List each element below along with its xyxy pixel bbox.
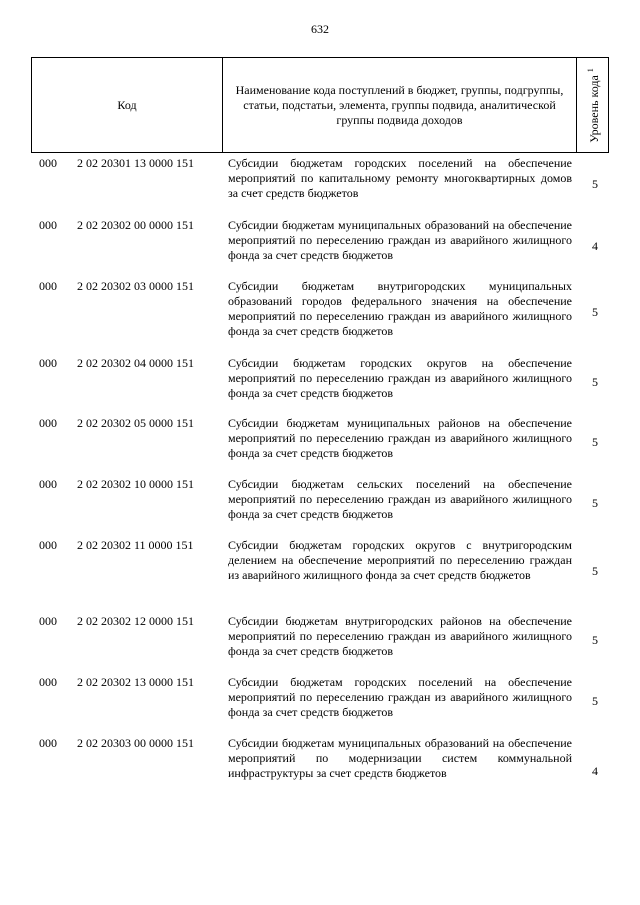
code-description: Субсидии бюджетам внутригородских муниципальных образований городов федерального значения на обеспечение мероприятий по переселению граждан из аварийного жилищного фонда за счет средств бюджетов xyxy=(228,279,572,338)
code-description: Субсидии бюджетам городских поселений на обеспечение мероприятий по капитальному ремонту многоквартирных домов за счет средств бюджетов xyxy=(228,156,572,200)
code-description: Субсидии бюджетам муниципальных районов на обеспечение мероприятий по переселению граждан из аварийного жилищного фонда за счет средств бюджетов xyxy=(228,416,572,460)
admin-code: 000 xyxy=(39,416,57,430)
admin-code: 000 xyxy=(39,279,57,293)
budget-code: 2 02 20302 12 0000 151 xyxy=(77,614,194,628)
admin-code: 000 xyxy=(39,614,57,628)
budget-code: 2 02 20302 11 0000 151 xyxy=(77,538,194,552)
table-row xyxy=(31,218,608,278)
code-level: 4 xyxy=(592,764,598,778)
code-description: Субсидии бюджетам муниципальных образований на обеспечение мероприятий по модернизации систем коммунальной инфраструктуры за счет средств бюджетов xyxy=(228,736,572,780)
table-row xyxy=(31,538,608,613)
budget-code: 2 02 20301 13 0000 151 xyxy=(77,156,194,170)
code-description: Субсидии бюджетам внутригородских районов на обеспечение мероприятий по переселению граждан из аварийного жилищного фонда за счет средств бюджетов xyxy=(228,614,572,658)
budget-code: 2 02 20302 04 0000 151 xyxy=(77,356,194,370)
code-description: Субсидии бюджетам муниципальных образований на обеспечение мероприятий по переселению граждан из аварийного жилищного фонда за счет средств бюджетов xyxy=(228,218,572,262)
table-row xyxy=(31,477,608,537)
table-row xyxy=(31,279,608,354)
budget-code: 2 02 20303 00 0000 151 xyxy=(77,736,194,750)
table-row xyxy=(31,156,608,216)
budget-code: 2 02 20302 00 0000 151 xyxy=(77,218,194,232)
code-level: 5 xyxy=(592,435,598,449)
table-row xyxy=(31,356,608,416)
code-level: 4 xyxy=(592,239,598,253)
code-level: 5 xyxy=(592,694,598,708)
admin-code: 000 xyxy=(39,675,57,689)
code-description: Субсидии бюджетам сельских поселений на обеспечение мероприятий по переселению граждан из аварийного жилищного фонда за счет средств бюджетов xyxy=(228,477,572,521)
code-description: Субсидии бюджетам городских округов на обеспечение мероприятий по переселению граждан из аварийного жилищного фонда за счет средств бюджетов xyxy=(228,356,572,400)
code-level: 5 xyxy=(592,305,598,319)
admin-code: 000 xyxy=(39,736,57,750)
header-code: Код xyxy=(32,58,223,152)
code-level: 5 xyxy=(592,375,598,389)
code-level: 5 xyxy=(592,177,598,191)
page-number: 632 xyxy=(311,22,329,36)
budget-code: 2 02 20302 05 0000 151 xyxy=(77,416,194,430)
admin-code: 000 xyxy=(39,356,57,370)
table-row xyxy=(31,736,608,811)
code-level: 5 xyxy=(592,564,598,578)
budget-code: 2 02 20302 10 0000 151 xyxy=(77,477,194,491)
admin-code: 000 xyxy=(39,156,57,170)
admin-code: 000 xyxy=(39,477,57,491)
admin-code: 000 xyxy=(39,538,57,552)
table-row xyxy=(31,675,608,735)
code-description: Субсидии бюджетам городских округов с внутригородским делением на обеспечение мероприятий по переселению граждан из аварийного жилищного фонда за счет средств бюджетов xyxy=(228,538,572,582)
header-name: Наименование кода поступлений в бюджет, группы, подгруппы, статьи, подстатьи, элемента, группы подвида, аналитической группы подвида доходов xyxy=(223,58,577,152)
code-description: Субсидии бюджетам городских поселений на обеспечение мероприятий по переселению граждан из аварийного жилищного фонда за счет средств бюджетов xyxy=(228,675,572,719)
budget-code: 2 02 20302 03 0000 151 xyxy=(77,279,194,293)
header-level-footnote: 1 xyxy=(586,67,596,72)
code-level: 5 xyxy=(592,496,598,510)
code-level: 5 xyxy=(592,633,598,647)
header-level-label: Уровень кода xyxy=(587,74,602,143)
table-row xyxy=(31,416,608,476)
table-header xyxy=(31,57,609,153)
header-level-text xyxy=(583,68,602,143)
header-level xyxy=(577,58,609,152)
budget-code: 2 02 20302 13 0000 151 xyxy=(77,675,194,689)
table-row xyxy=(31,614,608,674)
admin-code: 000 xyxy=(39,218,57,232)
